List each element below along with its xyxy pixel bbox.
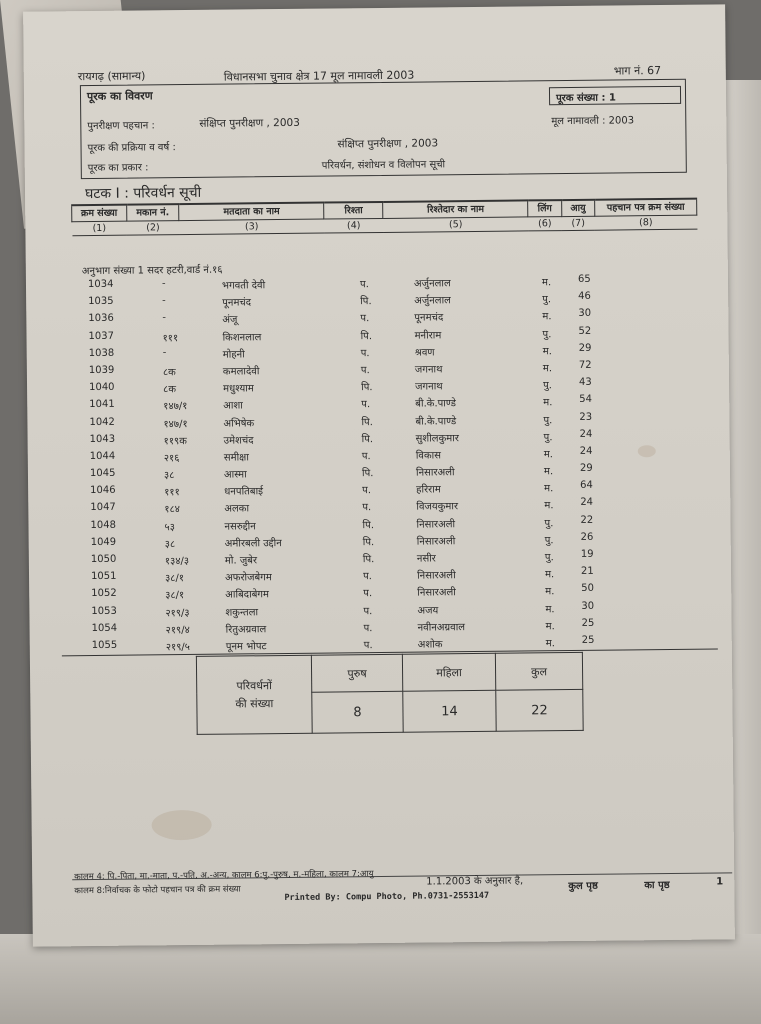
voter-name: आशा	[223, 400, 243, 412]
age: 30	[581, 600, 595, 612]
supplement-count-box	[549, 86, 681, 105]
relation: प.	[363, 588, 373, 600]
voter-name: उमेशचंद	[223, 434, 254, 447]
house-number: ३८/१	[165, 590, 185, 602]
age: 22	[580, 514, 594, 526]
relation: प.	[363, 640, 373, 652]
relative-name: पूनमचंद	[414, 312, 444, 324]
sex: म.	[541, 277, 552, 289]
relation: प.	[361, 399, 371, 411]
house-number: २१९/४	[165, 624, 190, 636]
totals-male-label: पुरुष	[311, 654, 402, 692]
age: 30	[578, 308, 592, 320]
house-number: २१६	[163, 452, 180, 465]
voter-name: अभिषेक	[223, 417, 255, 430]
totals-label-cell	[196, 655, 312, 734]
serial-number: 1036	[88, 313, 114, 325]
relation: पि.	[361, 468, 374, 480]
relative-name: श्रवण	[414, 347, 435, 359]
relation: पि.	[361, 433, 374, 445]
subsection-heading: अनुभाग संख्या 1 सदर हटरी,वार्ड नं.१६	[81, 264, 223, 278]
age: 50	[581, 583, 594, 595]
sex: पु.	[543, 414, 553, 426]
voter-name: मो. जुबेर	[224, 555, 258, 567]
sex: म.	[545, 620, 555, 633]
revision-id-value: संक्षिप्त पुनरीक्षण , 2003	[199, 116, 300, 130]
serial-number: 1043	[89, 433, 116, 445]
serial-number: 1044	[89, 450, 116, 462]
age: 24	[579, 428, 593, 440]
sex: पु.	[544, 534, 554, 547]
totals-male-value: 8	[312, 691, 403, 733]
house-number: ३८	[163, 470, 175, 482]
voter-name: रितुअग्रवाल	[225, 623, 267, 636]
house-number: २१९/३	[165, 607, 190, 619]
serial-number: 1037	[88, 330, 115, 342]
totals-label-line2: की संख्या	[235, 696, 274, 711]
col-header-house: मकान नं.	[126, 204, 179, 221]
voter-list	[72, 271, 716, 656]
relative-name: विजयकुमार	[416, 501, 459, 514]
house-number: २१९/५	[165, 641, 191, 654]
document-page	[23, 4, 735, 946]
serial-number: 1041	[89, 399, 115, 411]
col-number: (8)	[595, 215, 697, 230]
voter-name: समीक्षा	[223, 452, 249, 464]
supplement-title: पूरक का विवरण	[86, 89, 153, 104]
relation: प.	[363, 571, 372, 583]
serial-number: 1051	[90, 570, 117, 583]
sex: पु.	[542, 294, 552, 306]
col-header-age: आयु	[561, 200, 594, 217]
relative-name: विकास	[415, 450, 442, 462]
serial-number: 1040	[89, 381, 115, 394]
totals-total-label: कुल	[495, 652, 582, 690]
house-number: १११	[164, 487, 180, 499]
serial-number: 1045	[89, 467, 116, 480]
house-number: ८क	[162, 367, 176, 379]
header-constituency: रायगढ़ (सामान्य)	[77, 69, 146, 84]
relation: पि.	[360, 330, 373, 342]
sex: म.	[544, 569, 555, 581]
house-number: -	[162, 312, 167, 324]
header-part-number: भाग नं. 67	[613, 64, 662, 78]
relation: पि.	[362, 536, 375, 548]
relation: प.	[362, 485, 372, 497]
serial-number: 1042	[89, 416, 115, 428]
voter-name: अफरोजबेगम	[225, 572, 272, 584]
relative-name: अजय	[417, 604, 439, 617]
house-number: १३४/३	[164, 555, 190, 568]
sex: पु.	[542, 328, 552, 340]
footer-legend-line2: कालम 8:निर्वाचक के फोटो पहचान पत्र की क्रम संख्या	[74, 884, 241, 897]
relative-name: नसीर	[416, 553, 436, 565]
relative-name: नवीनअग्रवाल	[417, 621, 466, 634]
age: 65	[577, 273, 591, 285]
totals-total-value: 22	[496, 689, 583, 731]
relative-name: जगनाथ	[415, 381, 443, 393]
relative-name: निसारअली	[416, 518, 456, 531]
house-number: -	[162, 346, 167, 359]
age: 43	[578, 376, 592, 389]
relation: प.	[362, 502, 372, 514]
house-number: -	[161, 278, 166, 290]
voter-name: नसरुद्दीन	[224, 520, 256, 533]
relation: प.	[363, 605, 373, 617]
col-header-sex: लिंग	[528, 200, 561, 217]
relative-name: हरिराम	[416, 484, 441, 496]
section-title: घटक I : परिवर्धन सूची	[84, 184, 202, 203]
voter-name: कमलादेवी	[222, 366, 260, 378]
sex: म.	[545, 603, 555, 615]
serial-number: 1049	[90, 536, 117, 548]
footer-of-page: का पृष्ठ	[644, 879, 670, 892]
voter-name: भगवती देवी	[221, 280, 266, 292]
house-number: १११	[162, 332, 179, 344]
relative-name: निसारअली	[417, 587, 456, 599]
age: 29	[579, 462, 593, 474]
sex: पु.	[543, 380, 552, 392]
relative-name: जगनाथ	[414, 364, 443, 376]
sex: म.	[543, 466, 554, 478]
col-header-relative: रिश्तेदार का नाम	[383, 200, 528, 218]
footer-legend-line1: कालम 4: पि.-पिता, मा.-माता, प.-पति, अ.-अन्य, कालम 6:पु.-पुरुष, म.-महिला, कालम 7:आयु	[74, 869, 374, 883]
serial-number: 1054	[91, 622, 118, 634]
base-roll-value: मूल नामावली : 2003	[551, 115, 635, 128]
totals-table	[196, 652, 584, 735]
relative-name: बी.के.पाण्डे	[415, 415, 457, 428]
sex: पु.	[544, 552, 554, 564]
house-number: ८क	[163, 384, 177, 396]
relation: पि.	[362, 554, 375, 566]
serial-number: 1055	[91, 639, 118, 651]
age: 54	[579, 394, 593, 406]
age: 24	[580, 497, 594, 509]
voter-name: आबिदाबेगम	[225, 589, 270, 601]
col-number: (1)	[72, 221, 127, 236]
sex: म.	[542, 345, 552, 358]
col-number: (4)	[324, 218, 383, 233]
relative-name: निसारअली	[416, 536, 456, 548]
paper-stain	[151, 810, 211, 841]
serial-number: 1052	[91, 588, 117, 600]
relative-name: अर्जुनलाल	[413, 278, 451, 290]
sex: म.	[542, 363, 553, 375]
sex: म.	[545, 638, 555, 650]
header-roll-title: विधानसभा चुनाव क्षेत्र 17 मूल नामावली 2003	[223, 68, 415, 84]
age: 23	[579, 411, 593, 423]
col-number: (6)	[528, 217, 561, 231]
age: 29	[578, 342, 592, 354]
col-header-relation: रिश्ता	[324, 202, 383, 219]
sex: पु.	[544, 517, 554, 529]
relation: प.	[360, 313, 370, 325]
relation: पि.	[361, 382, 373, 394]
revision-id-label: पुनरीक्षण पहचान :	[87, 120, 155, 133]
col-number: (5)	[383, 217, 528, 233]
age: 24	[579, 445, 593, 457]
voter-name: मधुश्याम	[223, 383, 254, 395]
sex: म.	[544, 483, 554, 495]
footer-total-pages: कुल पृष्ठ	[568, 880, 598, 893]
totals-female-label: महिला	[402, 653, 495, 691]
house-number: -	[162, 295, 166, 307]
relative-name: अशोक	[417, 639, 443, 651]
footer-printer: Printed By: Compu Photo, Ph.0731-2553147	[284, 890, 490, 904]
serial-number: 1038	[88, 347, 115, 359]
house-number: ३८/१	[165, 573, 185, 585]
supplement-type-label: पूरक का प्रकार :	[87, 162, 149, 175]
serial-number: 1035	[88, 295, 114, 308]
serial-number: 1039	[88, 364, 115, 376]
supplement-details-box	[80, 79, 687, 179]
footer-date: 1.1.2003 के अनुसार है,	[426, 875, 524, 888]
col-header-serial: क्रम संख्या	[72, 205, 127, 222]
relation: पि.	[360, 296, 372, 308]
house-number: १४७/१	[163, 418, 188, 430]
age: 19	[580, 548, 594, 560]
relative-name: मनीराम	[414, 329, 442, 342]
voter-name: आस्मा	[223, 469, 247, 481]
house-number: ५३	[164, 521, 175, 533]
voter-name: किशनलाल	[222, 331, 262, 344]
footer-page-number: 1	[716, 876, 724, 888]
age: 46	[578, 290, 591, 303]
age: 25	[581, 634, 595, 646]
age: 72	[578, 359, 592, 371]
serial-number: 1047	[90, 502, 116, 514]
age: 64	[580, 480, 593, 492]
col-number: (3)	[179, 219, 324, 235]
age: 21	[580, 565, 594, 578]
relative-name: निसारअली	[417, 570, 456, 582]
voter-name: पूनमचंद	[222, 297, 252, 309]
age: 52	[578, 325, 592, 337]
relative-name: अर्जुनलाल	[414, 295, 451, 307]
totals-label-line1: परिवर्धनों	[236, 678, 272, 693]
serial-number: 1050	[90, 553, 117, 566]
column-header-table	[71, 198, 697, 237]
serial-number: 1034	[87, 278, 114, 291]
serial-number: 1046	[90, 485, 116, 497]
house-number: ११९क	[163, 435, 187, 447]
sex: पु.	[543, 431, 553, 443]
house-number: १४७/१	[163, 401, 188, 413]
supplement-count: पूरक संख्या : 1	[556, 92, 616, 105]
relative-name: सुशीलकुमार	[415, 432, 459, 445]
serial-number: 1053	[91, 605, 117, 617]
house-number: ३८	[164, 538, 176, 551]
relation: पि.	[361, 416, 373, 428]
sex: म.	[544, 500, 554, 512]
serial-number: 1048	[90, 519, 117, 531]
relative-name: निसारअली	[415, 467, 455, 479]
relation: प.	[360, 347, 370, 359]
col-header-name: मतदाता का नाम	[179, 203, 324, 221]
process-year-label: पूरक की प्रक्रिया व वर्ष :	[87, 142, 176, 155]
age: 25	[581, 617, 595, 629]
house-number: १८४	[164, 504, 181, 516]
sex: म.	[545, 586, 555, 598]
supplement-type-value: परिवर्धन, संशोधन व विलोपन सूची	[321, 159, 446, 172]
process-year-value: संक्षिप्त पुनरीक्षण , 2003	[337, 137, 439, 151]
totals-female-value: 14	[403, 690, 496, 732]
relation: पि.	[362, 519, 375, 531]
col-header-id-card: पहचान पत्र क्रम संख्या	[595, 199, 697, 217]
relative-name: बी.के.पाण्डे	[415, 398, 457, 410]
voter-name: अमीरबली उद्दीन	[224, 537, 282, 550]
voter-name: धनपतिबाई	[224, 486, 264, 498]
relation: प.	[361, 450, 371, 463]
voter-name: मोहनी	[222, 349, 245, 361]
col-number: (7)	[561, 216, 594, 230]
voter-name: अंजू	[222, 314, 238, 327]
voter-name: शकुन्तला	[225, 606, 259, 619]
voter-name: अलका	[224, 503, 250, 516]
age: 26	[580, 531, 594, 543]
relation: प.	[360, 365, 370, 377]
voter-name: पूनम भोपट	[225, 641, 267, 653]
sex: म.	[543, 449, 554, 461]
background-paper-bottom	[0, 934, 761, 1024]
col-number: (2)	[127, 221, 180, 236]
sex: म.	[543, 397, 553, 409]
sex: म.	[542, 311, 552, 323]
relation: प.	[363, 622, 373, 634]
relation: प.	[359, 279, 369, 291]
